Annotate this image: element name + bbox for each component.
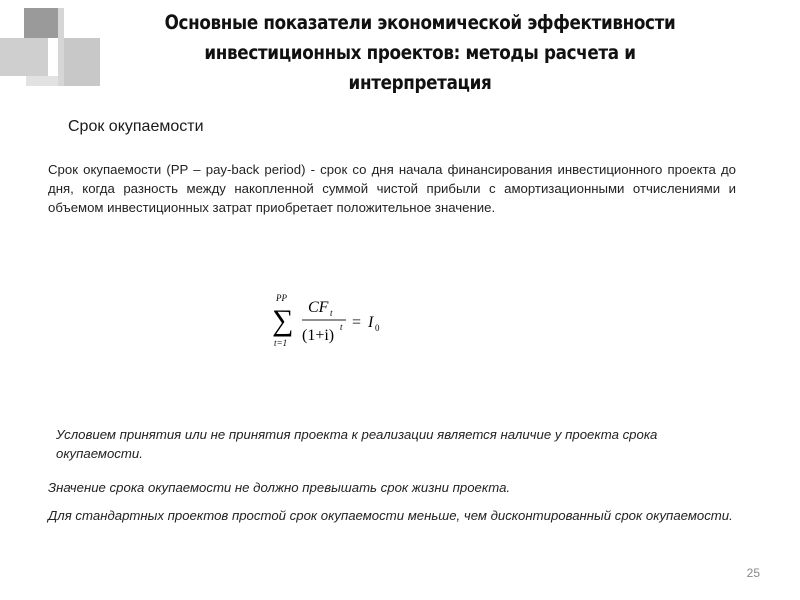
rhs-investment: I [368, 314, 374, 331]
decor-square [26, 76, 58, 86]
denominator: (1+i) [302, 327, 335, 344]
decor-square [64, 38, 100, 86]
note-lifetime-limit: Значение срока окупаемости не должно превышать срок жизни проекта. [48, 480, 511, 495]
equals-sign: = [352, 314, 362, 331]
slide-title: Основные показатели экономической эффективности инвестиционных проектов: методы расчета и интерпретация [164, 11, 676, 94]
numerator-subscript: t [330, 308, 333, 318]
sigma-symbol: ∑ [272, 304, 294, 337]
sum-upper-limit: PP [276, 293, 287, 303]
note-standard-projects: Для стандартных проектов простой срок окупаемости меньше, чем дисконтированный срок окупаемости. [48, 508, 733, 523]
sum-lower-limit: t=1 [274, 338, 288, 348]
decor-square [0, 38, 48, 76]
payback-formula [268, 290, 418, 354]
rhs-subscript: 0 [375, 323, 380, 333]
formula-graphic [268, 290, 418, 354]
decor-square [24, 8, 58, 38]
numerator-cf: CF [308, 299, 329, 316]
page-number: 25 [746, 566, 760, 580]
denominator-exponent: t [340, 322, 343, 332]
section-subtitle: Срок окупаемости [68, 118, 204, 135]
definition-paragraph: Срок окупаемости (PP – pay-back period) - срок со дня начала финансирования инвестиционного проекта до дня, когда разность между накопленной суммой чистой прибыли с амортизационными отчислениями и объемом инвестиционных затрат приобретает положительное значение. [48, 162, 736, 215]
note-acceptance-condition: Условием принятия или не принятия проекта к реализации является наличие у проекта срока окупаемости. [56, 427, 658, 461]
